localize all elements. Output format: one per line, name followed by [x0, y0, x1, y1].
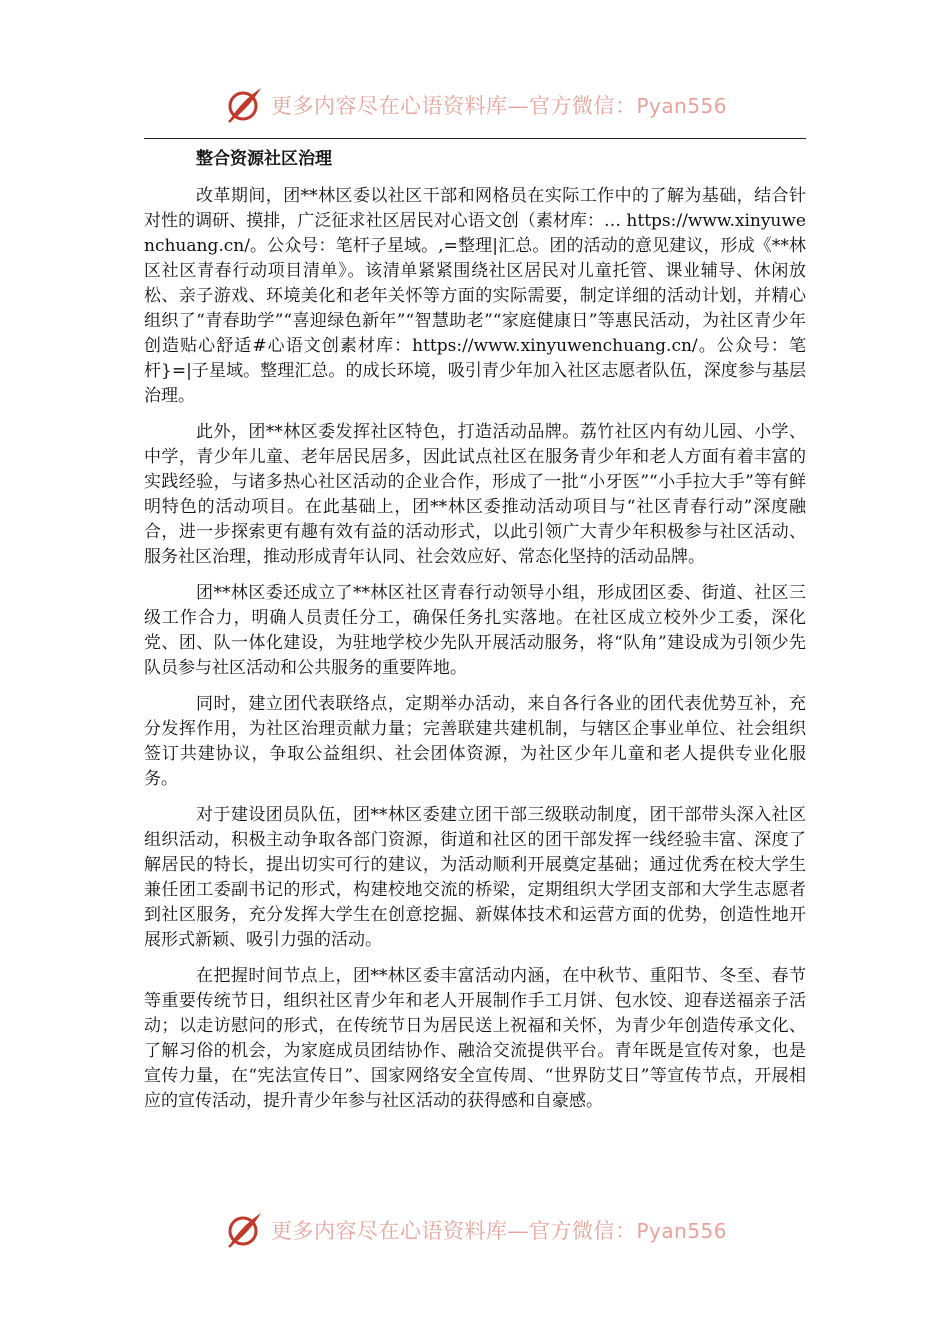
- header-divider: [144, 138, 806, 139]
- header-banner-text: 更多内容尽在心语资料库—官方微信：: [270, 94, 637, 118]
- paragraph: 团**林区委还成立了**林区社区青春行动领导小组，形成团区委、街道、社区三级工作合力，明确人员责任分工，确保任务扎实落地。在社区成立校外少工委，深化党、团、队一体化建设，为驻地学校少先队开展活动服务，将“队角”建设成为引领少先队员参与社区活动和公共服务的重要阵地。: [144, 583, 806, 678]
- document-body: [144, 143, 806, 1125]
- header-banner: [0, 82, 950, 128]
- paragraph: 对于建设团员队伍，团**林区委建立团干部三级联动制度，团干部带头深入社区组织活动，积极主动争取各部门资源，街道和社区的团干部发挥一线经验丰富、深度了解居民的特长，提出切实可行的建议，为活动顺利开展奠定基础；通过优秀在校大学生兼任团工委副书记的形式，构建校地交流的桥梁，定期组织大学团支部和大学生志愿者到社区服务，充分发挥大学生在创意挖掘、新媒体技术和运营方面的优势，创造性地开展形式新颖、吸引力强的活动。: [144, 805, 806, 950]
- paragraph: 此外，团**林区委发挥社区特色，打造活动品牌。荔竹社区内有幼儿园、小学、中学，青少年儿童、老年居民居多，因此试点社区在服务青少年和老人方面有着丰富的实践经验，与诸多热心社区活动的企业合作，形成了一批“小牙医”“小手拉大手”等有鲜明特色的活动项目。在此基础上，团**林区委推动活动项目与“社区青春行动”深度融合，进一步探索更有趣有效有益的活动形式，以此引领广大青少年积极参与社区活动、服务社区治理，推动形成青年认同、社会效应好、常态化坚持的活动品牌。: [144, 422, 806, 567]
- paragraph: 同时，建立团代表联络点，定期举办活动，来自各行各业的团代表优势互补，充分发挥作用，为社区治理贡献力量；完善联建共建机制，与辖区企事业单位、社会组织签订共建协议，争取公益组织、社会团体资源，为社区少年儿童和老人提供专业化服务。: [144, 694, 806, 789]
- document-title: 整合资源社区治理: [196, 149, 332, 169]
- quill-logo-icon: [223, 84, 265, 126]
- paragraph: 在把握时间节点上，团**林区委丰富活动内涵，在中秋节、重阳节、冬至、春节等重要传统节日，组织社区青少年和老人开展制作手工月饼、包水饺、迎春送福亲子活动；以走访慰问的形式，在传统节日为居民送上祝福和关怀，为青少年创造传承文化、了解习俗的机会，为家庭成员团结协作、融洽交流提供平台。青年既是宣传对象，也是宣传力量，在“宪法宣传日”、国家网络安全宣传周、“世界防艾日”等宣传节点，开展相应的宣传活动，提升青少年参与社区活动的获得感和自豪感。: [144, 966, 806, 1111]
- header-wechat-id: Pyan556: [636, 94, 727, 118]
- footer-wechat-id: Pyan556: [636, 1219, 727, 1243]
- footer-banner-text: 更多内容尽在心语资料库—官方微信：: [270, 1219, 637, 1243]
- footer-banner: [0, 1207, 950, 1253]
- quill-logo-icon: [223, 1209, 265, 1251]
- paragraph: 改革期间，团**林区委以社区干部和网格员在实际工作中的了解为基础，结合针对性的调研、摸排，广泛征求社区居民对心语文创（素材库：… https://www.xinyuwenchuang.cn/。公众号：笔杆子星域。,=整理|汇总。团的活动的意见建议，形成《**林区社区青春行动项目清单》。该清单紧紧围绕社区居民对儿童托管、课业辅导、休闲放松、亲子游戏、环境美化和老年关怀等方面的实际需要，制定详细的活动计划，并精心组织了“青春助学”“喜迎绿色新年”“智慧助老”“家庭健康日”等惠民活动，为社区青少年创造贴心舒适#心语文创素材库：https://www.xinyuwenchuang.cn/。公众号：笔杆}=|子星域。整理汇总。的成长环境，吸引青少年加入社区志愿者队伍，深度参与基层治理。: [144, 186, 806, 406]
